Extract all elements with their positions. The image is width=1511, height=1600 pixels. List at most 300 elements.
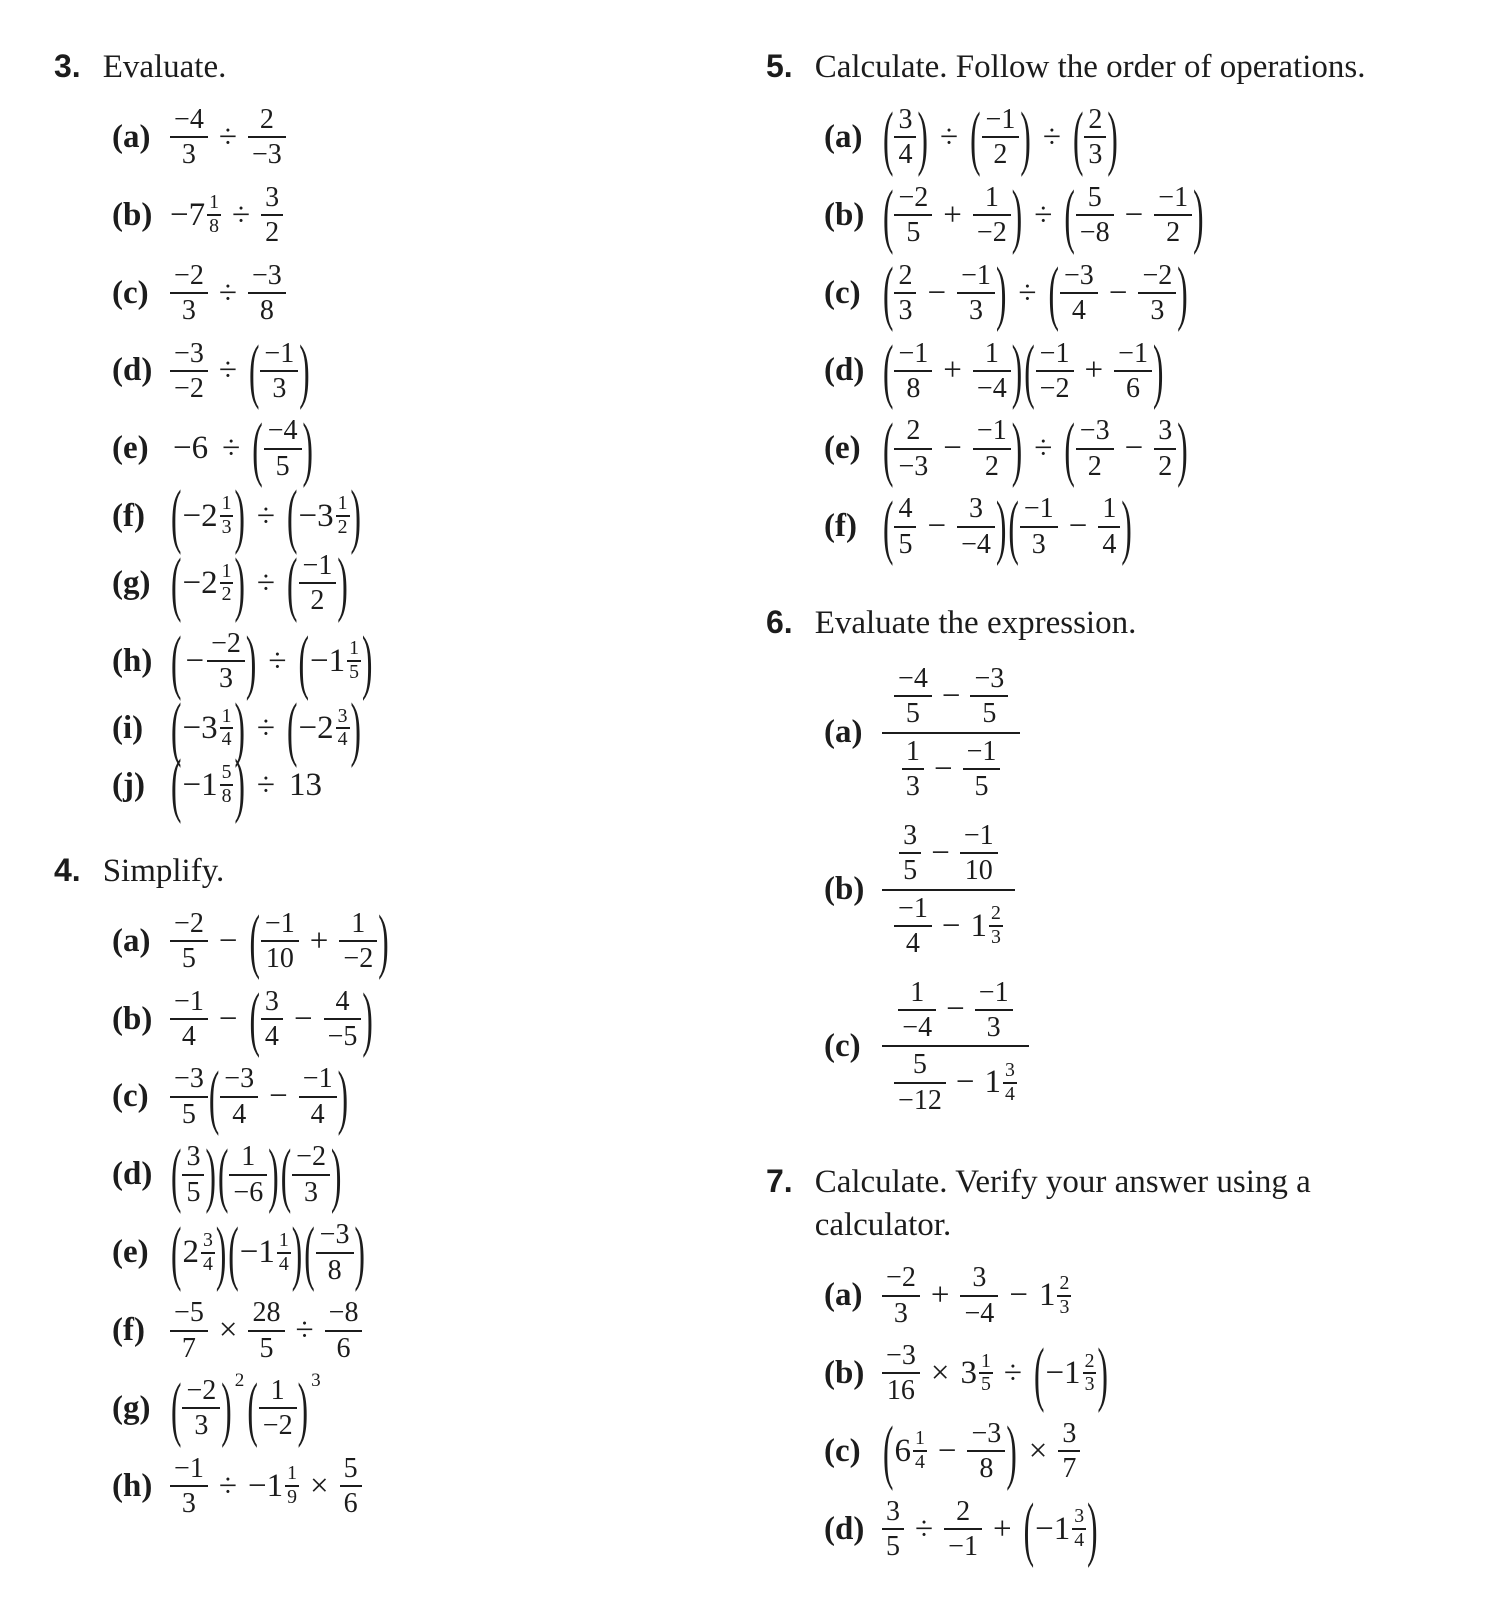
operator-minus: − xyxy=(1108,274,1128,311)
denominator: 16 xyxy=(882,1372,920,1405)
part-label: (h) xyxy=(112,1467,153,1504)
numerator: −2 xyxy=(898,181,929,213)
question-6 xyxy=(766,602,1478,1131)
numerator: 3 xyxy=(1074,1505,1085,1528)
mixed-number xyxy=(182,763,233,807)
paren-open: ( xyxy=(280,1134,292,1215)
denominator: 2 xyxy=(973,448,1011,481)
part-label: (c) xyxy=(824,1027,861,1064)
numerator: −1 xyxy=(264,907,295,939)
paren-open: ( xyxy=(883,174,894,256)
exercise-item xyxy=(824,661,1478,805)
denominator: 10 xyxy=(960,852,998,885)
fraction xyxy=(898,978,936,1043)
part-label: (e) xyxy=(824,430,861,467)
part-label: (b) xyxy=(112,1000,153,1037)
fraction xyxy=(913,1429,927,1473)
operator-minus: − xyxy=(955,1064,975,1101)
numerator: 1 xyxy=(278,1228,289,1251)
fraction xyxy=(957,494,995,559)
operator-plus: + xyxy=(943,196,962,233)
number: − xyxy=(185,642,205,679)
column-right xyxy=(766,46,1478,1575)
fraction xyxy=(882,1341,920,1406)
operator-plus: + xyxy=(930,1277,950,1313)
numerator: 3 xyxy=(903,819,918,851)
denominator: 9 xyxy=(287,1486,297,1509)
fraction xyxy=(882,1263,920,1328)
mixed-number xyxy=(170,193,221,237)
numerator: −1 xyxy=(264,337,295,369)
fraction xyxy=(340,1454,362,1519)
paren-close: ) xyxy=(1097,1332,1108,1414)
fraction xyxy=(1154,416,1176,481)
question-parts xyxy=(54,900,702,1532)
fraction xyxy=(277,1228,291,1275)
paren-open: ( xyxy=(883,252,894,333)
expression xyxy=(882,96,1119,178)
fraction xyxy=(170,105,208,170)
fraction xyxy=(960,1263,998,1328)
numerator: 1 xyxy=(221,704,232,727)
part-label: (e) xyxy=(112,430,149,467)
fraction xyxy=(957,261,995,326)
fraction xyxy=(260,339,298,404)
exponent: 3 xyxy=(311,1369,321,1391)
denominator: 4 xyxy=(894,136,916,169)
denominator: 4 xyxy=(1098,526,1120,559)
denominator: 5 xyxy=(182,1174,204,1207)
paren-open: ( xyxy=(298,620,309,702)
denominator: 3 xyxy=(221,516,232,539)
denominator: 5 xyxy=(170,940,208,973)
paren-close: ) xyxy=(350,687,361,769)
fraction xyxy=(248,1298,284,1363)
operator-multiply: × xyxy=(1028,1432,1048,1469)
fraction xyxy=(1154,183,1192,248)
numerator: −2 xyxy=(174,907,204,939)
denominator: 3 xyxy=(207,660,245,693)
paren-close: ) xyxy=(354,1211,365,1293)
denominator: 4 xyxy=(914,1451,925,1474)
fraction xyxy=(261,987,283,1052)
expression xyxy=(170,330,311,411)
operator-divide: ÷ xyxy=(232,196,251,233)
fraction xyxy=(902,737,924,802)
numerator: 1 xyxy=(221,559,232,582)
fraction xyxy=(944,1497,982,1562)
denominator: 6 xyxy=(325,1330,363,1363)
fraction xyxy=(894,664,932,729)
paren-open: ( xyxy=(249,978,260,1059)
numerator: 2 xyxy=(906,415,921,447)
fraction xyxy=(1138,261,1176,326)
denominator: −4 xyxy=(960,1295,998,1328)
paren-open: ( xyxy=(171,744,182,825)
numerator: −1 xyxy=(898,892,928,924)
part-label: (b) xyxy=(824,196,865,233)
paren-close: ) xyxy=(291,1211,303,1293)
numerator: 1 xyxy=(270,1374,285,1406)
numerator: 1 xyxy=(241,1141,256,1173)
part-label: (g) xyxy=(112,564,151,601)
question-title: Calculate. Verify your answer using a calculator. xyxy=(814,1164,1311,1244)
paren-open: ( xyxy=(208,1056,220,1137)
paren-open: ( xyxy=(1033,1332,1045,1414)
question-number: 4. xyxy=(54,851,81,888)
denominator: −2 xyxy=(973,214,1011,247)
paren-close: ) xyxy=(205,1134,216,1215)
operator-minus: − xyxy=(937,1432,957,1469)
paren-open: ( xyxy=(171,475,182,556)
denominator: 2 xyxy=(261,214,283,247)
paren-open: ( xyxy=(883,1410,894,1492)
fraction xyxy=(170,261,208,326)
operator-minus: − xyxy=(218,922,238,959)
numerator: 1 xyxy=(351,907,366,939)
fraction xyxy=(292,1142,330,1207)
expression xyxy=(170,542,349,624)
numerator-expression xyxy=(882,818,1015,889)
expression xyxy=(882,174,1205,256)
numerator: −2 xyxy=(296,1141,326,1173)
numerator: −3 xyxy=(886,1339,916,1371)
expression xyxy=(882,252,1189,333)
question-title: Evaluate. xyxy=(102,49,227,85)
expression xyxy=(882,975,1029,1119)
denominator: 5 xyxy=(882,1528,904,1561)
operator-minus: − xyxy=(1124,430,1144,467)
numerator: 1 xyxy=(905,735,920,767)
paren-close: ) xyxy=(268,1134,279,1215)
denominator: −2 xyxy=(259,1407,297,1440)
mixed-number xyxy=(985,1061,1017,1105)
numerator: 2 xyxy=(1059,1271,1070,1294)
question-7 xyxy=(766,1161,1478,1574)
denominator: 7 xyxy=(1058,1450,1080,1483)
paren-open: ( xyxy=(883,96,894,178)
exercise-item xyxy=(112,1056,702,1137)
denominator: −8 xyxy=(1076,214,1114,247)
question-number: 5. xyxy=(766,48,793,84)
paren-open: ( xyxy=(883,486,894,567)
numerator: −1 xyxy=(976,415,1007,447)
operator-minus: − xyxy=(933,750,953,787)
denominator: 5 xyxy=(894,214,932,247)
operator-divide: ÷ xyxy=(256,564,276,601)
part-label: (b) xyxy=(112,196,153,233)
expression xyxy=(170,408,314,489)
fraction xyxy=(1020,494,1058,559)
paren-close: ) xyxy=(350,475,361,556)
denominator: 5 xyxy=(963,768,1001,801)
numerator: −2 xyxy=(886,1262,916,1294)
paren-open: ( xyxy=(1008,486,1019,567)
numerator: 5 xyxy=(343,1452,358,1484)
numerator: −1 xyxy=(1158,181,1189,213)
denominator: 4 xyxy=(1005,1082,1015,1105)
whole-number: −2 xyxy=(298,709,334,746)
mixed-number xyxy=(970,904,1002,948)
paren-open: ( xyxy=(1023,1488,1035,1569)
operator-multiply: × xyxy=(309,1467,329,1504)
operator-divide: ÷ xyxy=(256,766,276,803)
paren-open: ( xyxy=(1048,252,1059,333)
expression xyxy=(170,183,283,248)
whole-number: −1 xyxy=(239,1234,275,1271)
fraction xyxy=(1036,339,1074,404)
operator-plus: + xyxy=(1084,352,1104,389)
expression xyxy=(882,1332,1109,1414)
fraction xyxy=(1083,1349,1097,1396)
numerator: 3 xyxy=(1062,1417,1077,1449)
paren-open: ( xyxy=(287,475,298,556)
part-label: (d) xyxy=(824,352,865,389)
numerator: 3 xyxy=(898,103,913,135)
fraction xyxy=(899,821,921,886)
part-label: (h) xyxy=(112,642,153,679)
fraction xyxy=(975,978,1013,1043)
question-number: 6. xyxy=(766,604,793,641)
complex-fraction xyxy=(882,818,1015,962)
exercise-item xyxy=(112,330,702,411)
denominator: 2 xyxy=(1154,448,1176,481)
fraction xyxy=(336,494,350,538)
numerator: −3 xyxy=(224,1063,255,1095)
part-label: (e) xyxy=(112,1234,149,1271)
denominator-expression xyxy=(882,732,1020,805)
fraction xyxy=(1003,1061,1017,1105)
denominator: 5 xyxy=(899,852,921,885)
question-parts xyxy=(766,661,1478,1131)
paren-close: ) xyxy=(1177,408,1188,489)
denominator: 5 xyxy=(248,1330,284,1363)
question-4 xyxy=(54,850,702,1532)
denominator: −12 xyxy=(894,1082,946,1115)
denominator: 3 xyxy=(990,926,1001,949)
numerator: −3 xyxy=(319,1219,350,1251)
operator-divide: ÷ xyxy=(295,1312,314,1348)
expression xyxy=(170,1211,366,1293)
operator-plus: + xyxy=(993,1510,1012,1547)
denominator: 10 xyxy=(261,940,299,973)
exercise-item xyxy=(824,486,1478,567)
numerator: 5 xyxy=(1087,181,1102,213)
question-parts xyxy=(766,1263,1478,1575)
numerator: 2 xyxy=(1084,1349,1095,1372)
mixed-number xyxy=(239,1228,291,1275)
operator-divide: ÷ xyxy=(256,497,276,534)
numerator: 3 xyxy=(886,1495,901,1527)
expression xyxy=(882,486,1133,567)
exercise-item xyxy=(112,1211,702,1293)
numerator: 3 xyxy=(264,985,279,1017)
fraction xyxy=(1072,1507,1086,1551)
exercise-item xyxy=(112,978,702,1059)
question-parts xyxy=(766,96,1478,572)
denominator: 3 xyxy=(292,1174,330,1207)
denominator: 8 xyxy=(967,1450,1005,1483)
paren-close: ) xyxy=(1177,252,1188,333)
denominator: −4 xyxy=(957,526,995,559)
expression xyxy=(170,1367,323,1449)
part-label: (j) xyxy=(112,766,145,803)
question-header xyxy=(766,1161,1478,1247)
question-title: Evaluate the expression. xyxy=(814,605,1137,642)
question-parts xyxy=(54,103,702,825)
operator-minus: − xyxy=(946,991,965,1028)
numerator: −1 xyxy=(961,259,991,291)
numerator: 1 xyxy=(910,976,925,1008)
denominator: 8 xyxy=(209,215,220,238)
exercise-item xyxy=(112,1134,702,1215)
fraction xyxy=(182,1376,220,1441)
numerator: 3 xyxy=(1158,415,1173,447)
expression xyxy=(882,1488,1099,1569)
denominator: −2 xyxy=(339,940,377,973)
mixed-number xyxy=(299,494,350,538)
denominator: 4 xyxy=(220,1096,258,1129)
paren-close: ) xyxy=(234,744,245,825)
exercise-item xyxy=(112,408,702,489)
mixed-number xyxy=(1045,1349,1096,1396)
denominator: 4 xyxy=(1074,1529,1085,1552)
complex-fraction xyxy=(882,661,1020,805)
numerator: −1 xyxy=(963,819,994,851)
fraction xyxy=(220,763,234,807)
denominator: 3 xyxy=(882,1295,920,1328)
expression xyxy=(170,744,325,825)
question-5 xyxy=(766,46,1478,572)
fraction xyxy=(967,1419,1005,1484)
denominator-expression xyxy=(882,1045,1029,1118)
fraction xyxy=(960,821,998,886)
exercise-item xyxy=(824,252,1478,333)
paren-open: ( xyxy=(883,330,894,411)
denominator: 4 xyxy=(337,728,348,751)
numerator: 1 xyxy=(209,191,220,214)
paren-close: ) xyxy=(1121,486,1132,567)
exercise-item xyxy=(112,183,702,248)
operator-divide: ÷ xyxy=(915,1510,934,1547)
paren-open: ( xyxy=(970,96,981,178)
numerator: 1 xyxy=(1102,493,1117,525)
fraction xyxy=(979,1349,993,1396)
fraction xyxy=(299,551,337,616)
fraction xyxy=(989,904,1003,948)
numerator: −1 xyxy=(978,976,1009,1008)
fraction xyxy=(894,339,932,404)
fraction xyxy=(339,909,377,974)
expression xyxy=(882,408,1189,489)
paren-close: ) xyxy=(221,1367,232,1449)
exercise-item xyxy=(824,1488,1478,1569)
number: −6 xyxy=(173,430,209,467)
numerator: 5 xyxy=(221,761,232,784)
expression xyxy=(170,1056,349,1137)
numerator: −3 xyxy=(174,337,204,369)
whole-number: 6 xyxy=(894,1432,911,1469)
part-label: (a) xyxy=(112,922,151,959)
numerator: −1 xyxy=(985,103,1016,135)
whole-number: 2 xyxy=(182,1234,199,1271)
denominator: 3 xyxy=(260,370,298,403)
fraction xyxy=(982,105,1020,170)
numerator: 1 xyxy=(984,337,999,369)
whole-number: −3 xyxy=(298,497,334,534)
part-label: (c) xyxy=(824,274,861,311)
denominator: −3 xyxy=(894,448,932,481)
fraction xyxy=(1076,183,1114,248)
part-label: (f) xyxy=(824,508,857,545)
exercise-item xyxy=(824,330,1478,411)
fraction xyxy=(1058,1419,1080,1484)
paren-close: ) xyxy=(1087,1488,1098,1569)
part-label: (d) xyxy=(112,352,153,389)
paren-open: ( xyxy=(247,1367,258,1449)
numerator: −1 xyxy=(302,1063,333,1095)
fraction xyxy=(325,1298,363,1363)
denominator: 5 xyxy=(980,1373,991,1396)
exercise-item xyxy=(112,261,702,326)
operator-divide: ÷ xyxy=(268,642,287,679)
whole-number: −1 xyxy=(247,1467,284,1504)
denominator: 2 xyxy=(299,582,337,615)
numerator: −3 xyxy=(251,259,282,291)
question-number: 7. xyxy=(766,1163,793,1200)
numerator: 1 xyxy=(980,1349,991,1372)
question-title: Calculate. Follow the order of operations. xyxy=(814,49,1366,85)
denominator: 5 xyxy=(894,695,932,728)
operator-minus: − xyxy=(941,677,961,714)
numerator: −3 xyxy=(974,663,1005,695)
denominator: −2 xyxy=(1036,370,1074,403)
fraction xyxy=(894,261,916,326)
denominator: 8 xyxy=(248,292,286,325)
exponent: 2 xyxy=(234,1369,245,1391)
exercise-item xyxy=(112,1454,702,1519)
denominator: 4 xyxy=(221,728,232,751)
fraction xyxy=(324,987,362,1052)
numerator: 3 xyxy=(969,493,984,525)
denominator: 6 xyxy=(340,1485,362,1518)
denominator: 4 xyxy=(202,1252,213,1275)
paren-close: ) xyxy=(330,1134,342,1215)
paren-close: ) xyxy=(234,687,245,769)
denominator: 3 xyxy=(170,292,208,325)
exercise-item xyxy=(824,975,1478,1119)
operator-minus: − xyxy=(1124,196,1144,233)
fraction xyxy=(1084,105,1106,170)
paren-close: ) xyxy=(378,900,389,981)
denominator: −4 xyxy=(898,1009,936,1042)
expression xyxy=(170,687,362,769)
paren-close: ) xyxy=(234,475,245,556)
mixed-number xyxy=(182,494,233,538)
operator-divide: ÷ xyxy=(218,274,237,311)
paren-close: ) xyxy=(302,408,313,489)
fraction xyxy=(261,909,299,974)
denominator: 7 xyxy=(170,1330,208,1363)
numerator: −1 xyxy=(966,735,997,767)
operator-divide: ÷ xyxy=(1003,1354,1022,1391)
fraction xyxy=(963,737,1001,802)
paren-close: ) xyxy=(917,96,928,178)
part-label: (i) xyxy=(112,709,144,746)
fraction xyxy=(207,629,245,694)
denominator: 2 xyxy=(982,136,1020,169)
exercise-item xyxy=(112,475,702,556)
